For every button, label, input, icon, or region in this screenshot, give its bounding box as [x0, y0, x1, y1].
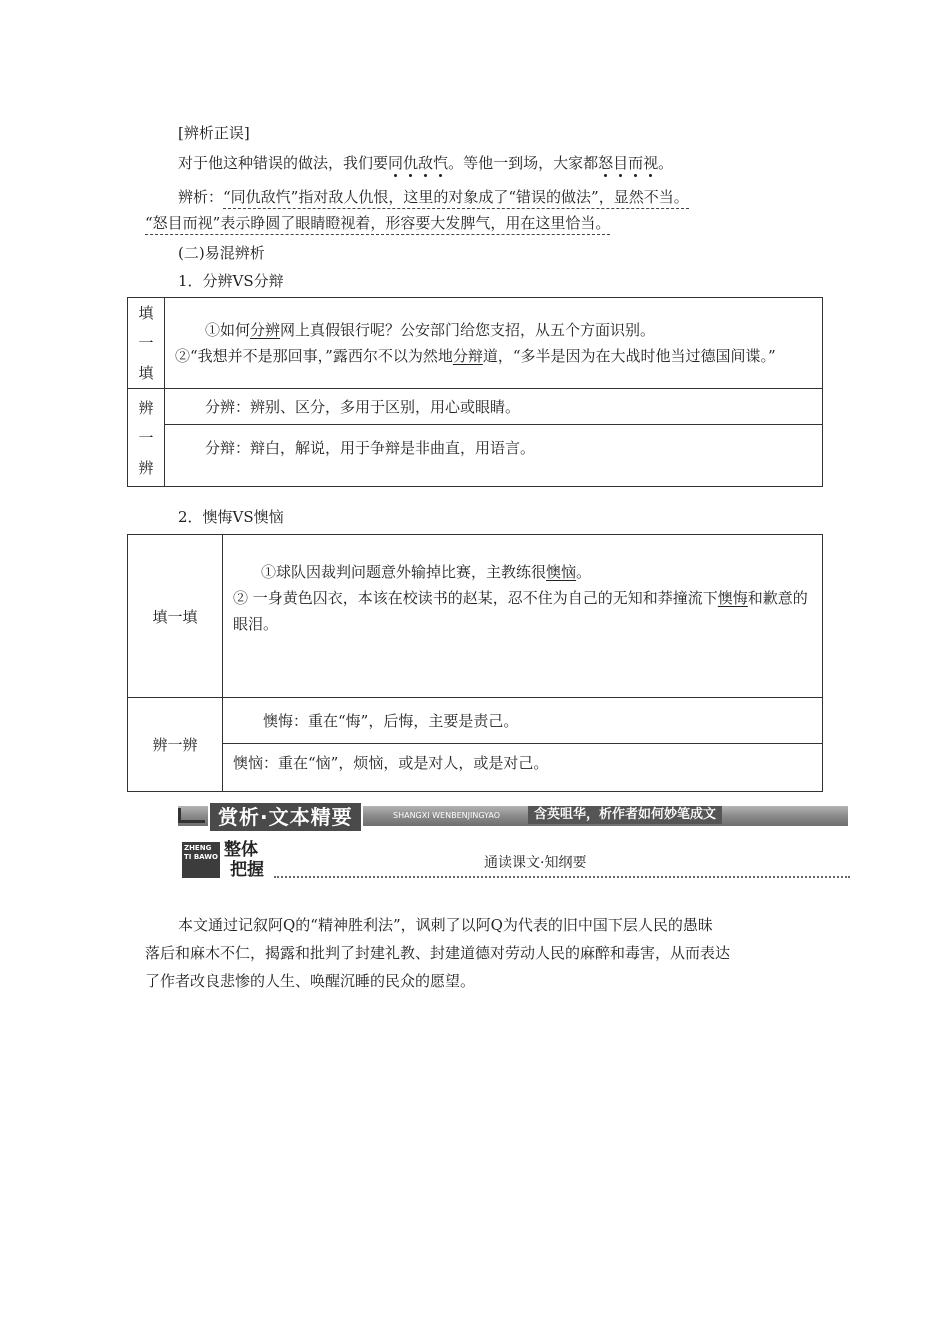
correction-sentence: [178, 152, 673, 173]
t1-diff-1-text: 分辨：辨别、区分，多用于区别，用心或眼睛。: [205, 397, 521, 416]
t2-fill-label: 填一填: [128, 535, 223, 698]
t2-fill-sentence-1: [223, 559, 822, 585]
summary-line-2: 落后和麻木不仁，揭露和批判了封建礼教、封建道德对劳动人民的麻醉和毒害，从而表达: [145, 944, 731, 962]
t1-s1-b: 网上真假银行呢？公安部门给您支招，从五个方面识别。: [280, 321, 656, 339]
analysis-label: 辨析：: [178, 188, 224, 206]
t1-s2-a: ②“我想并不是那回事，”露西尔不以为然地: [175, 347, 453, 365]
banner-pinyin: SHANGXI WENBENJINGYAO: [393, 811, 501, 820]
table-fenbian: [127, 297, 823, 487]
t1-fill-sentence-1: [165, 317, 822, 343]
t1-diff-2: [165, 425, 823, 487]
t2-s1-a: ①球队因裁判问题意外输掉比赛，主教练很: [261, 563, 547, 581]
summary-line-1: 本文通过记叙阿Q的“精神胜利法”，讽刺了以阿Q为代表的旧中国下层人民的愚昧: [178, 916, 713, 934]
t2-diff-1-text: 懊悔：重在“悔”，后悔，主要是责己。: [263, 711, 519, 730]
t1-s2-b: 道，“多半是因为在大战时他当过德国间谍。”: [482, 347, 776, 365]
t1-diff-label: [128, 389, 165, 487]
dotted-char: 仇: [403, 154, 419, 172]
section-dotted-rule: [274, 876, 850, 878]
t2-diff-2: [223, 744, 823, 792]
dotted-char: 而: [628, 154, 644, 172]
correction-sentence-part-c: 。: [658, 154, 674, 172]
t1-fill-label-char: 一: [138, 334, 154, 352]
t1-diff-label-char: 辨: [138, 458, 154, 477]
t2-s2-word: 懊悔: [717, 589, 748, 607]
t1-diff-2-text: 分辩：辩白，解说，用于争辩是非曲直，用语言。: [205, 439, 536, 457]
section-header: [182, 842, 850, 882]
correction-sentence-part-a: 对于他这种错误的做法，我们要: [178, 154, 389, 172]
analysis-text-1: “同仇敌忾”指对敌人仇恨，这里的对象成了“错误的做法”，显然不当。: [223, 188, 689, 209]
dotted-char: 目: [613, 154, 629, 172]
dotted-char: 忾: [433, 154, 449, 172]
item1-title: 1．分辨VS分辩: [178, 272, 284, 290]
correction-heading: [辨析正误]: [178, 124, 250, 142]
dotted-char: 视: [643, 154, 659, 172]
t2-s1-word: 懊恼: [546, 563, 577, 581]
t1-s1-word: 分辨: [250, 321, 281, 339]
section-badge: ZHENG TI BAWO: [182, 842, 220, 878]
table-aohui: [127, 534, 823, 792]
dotted-idiom-1: [388, 154, 448, 172]
item2-title: 2．懊悔VS懊恼: [178, 508, 284, 526]
summary-line-3: 了作者改良悲惨的人生、唤醒沉睡的民众的愿望。: [145, 972, 476, 990]
t2-s2-a: ② 一身黄色囚衣，本该在校读书的赵某，忍不住为自己的无知和莽撞流下: [233, 589, 718, 607]
t1-fill-content: [165, 298, 823, 389]
t2-s2-b: 和歉意的眼泪。: [233, 589, 808, 633]
analysis-line-1: [178, 186, 689, 207]
section-subtitle: 通读课文·知纲要: [484, 855, 587, 871]
t1-fill-sentence-2: [165, 343, 822, 369]
analysis-line-2: [145, 212, 610, 233]
dotted-char: 怒: [598, 154, 614, 172]
banner-hook-decoration: [178, 808, 205, 823]
section-title-2: 把握: [230, 860, 264, 880]
t1-diff-1: [165, 389, 823, 425]
dotted-idiom-2: [598, 154, 658, 172]
t1-diff-label-char: 辨: [138, 398, 154, 417]
t2-diff-2-text: 懊恼：重在“恼”，烦恼，或是对人，或是对己。: [233, 754, 549, 772]
t1-fill-label-char: 填: [138, 364, 154, 382]
t2-fill-sentence-2: [223, 585, 822, 673]
t1-fill-label: [128, 298, 165, 389]
t1-s2-word: 分辩: [452, 347, 483, 365]
banner-slogan: 含英咀华，析作者如何妙笔成文: [528, 806, 722, 824]
dotted-char: 敌: [418, 154, 434, 172]
section-title-1: 整体: [224, 840, 258, 860]
confusion-heading: (二)易混辨析: [178, 244, 265, 262]
dotted-char: 同: [388, 154, 404, 172]
t1-fill-label-char: 填: [138, 304, 154, 322]
banner-title: 赏析·文本精要: [208, 801, 363, 833]
t2-diff-1: [223, 698, 823, 744]
correction-sentence-part-b: 。等他一到场，大家都: [448, 154, 599, 172]
t2-fill-content: [223, 535, 823, 698]
t2-diff-label: 辨一辨: [128, 698, 223, 792]
t1-diff-label-char: 一: [138, 428, 154, 447]
t1-s1-a: ①如何: [205, 321, 251, 339]
section-banner: [178, 800, 848, 830]
t2-s1-b: 。: [576, 563, 592, 581]
analysis-text-2: “怒目而视”表示睁圆了眼睛瞪视着，形容要大发脾气，用在这里恰当。: [145, 214, 610, 235]
